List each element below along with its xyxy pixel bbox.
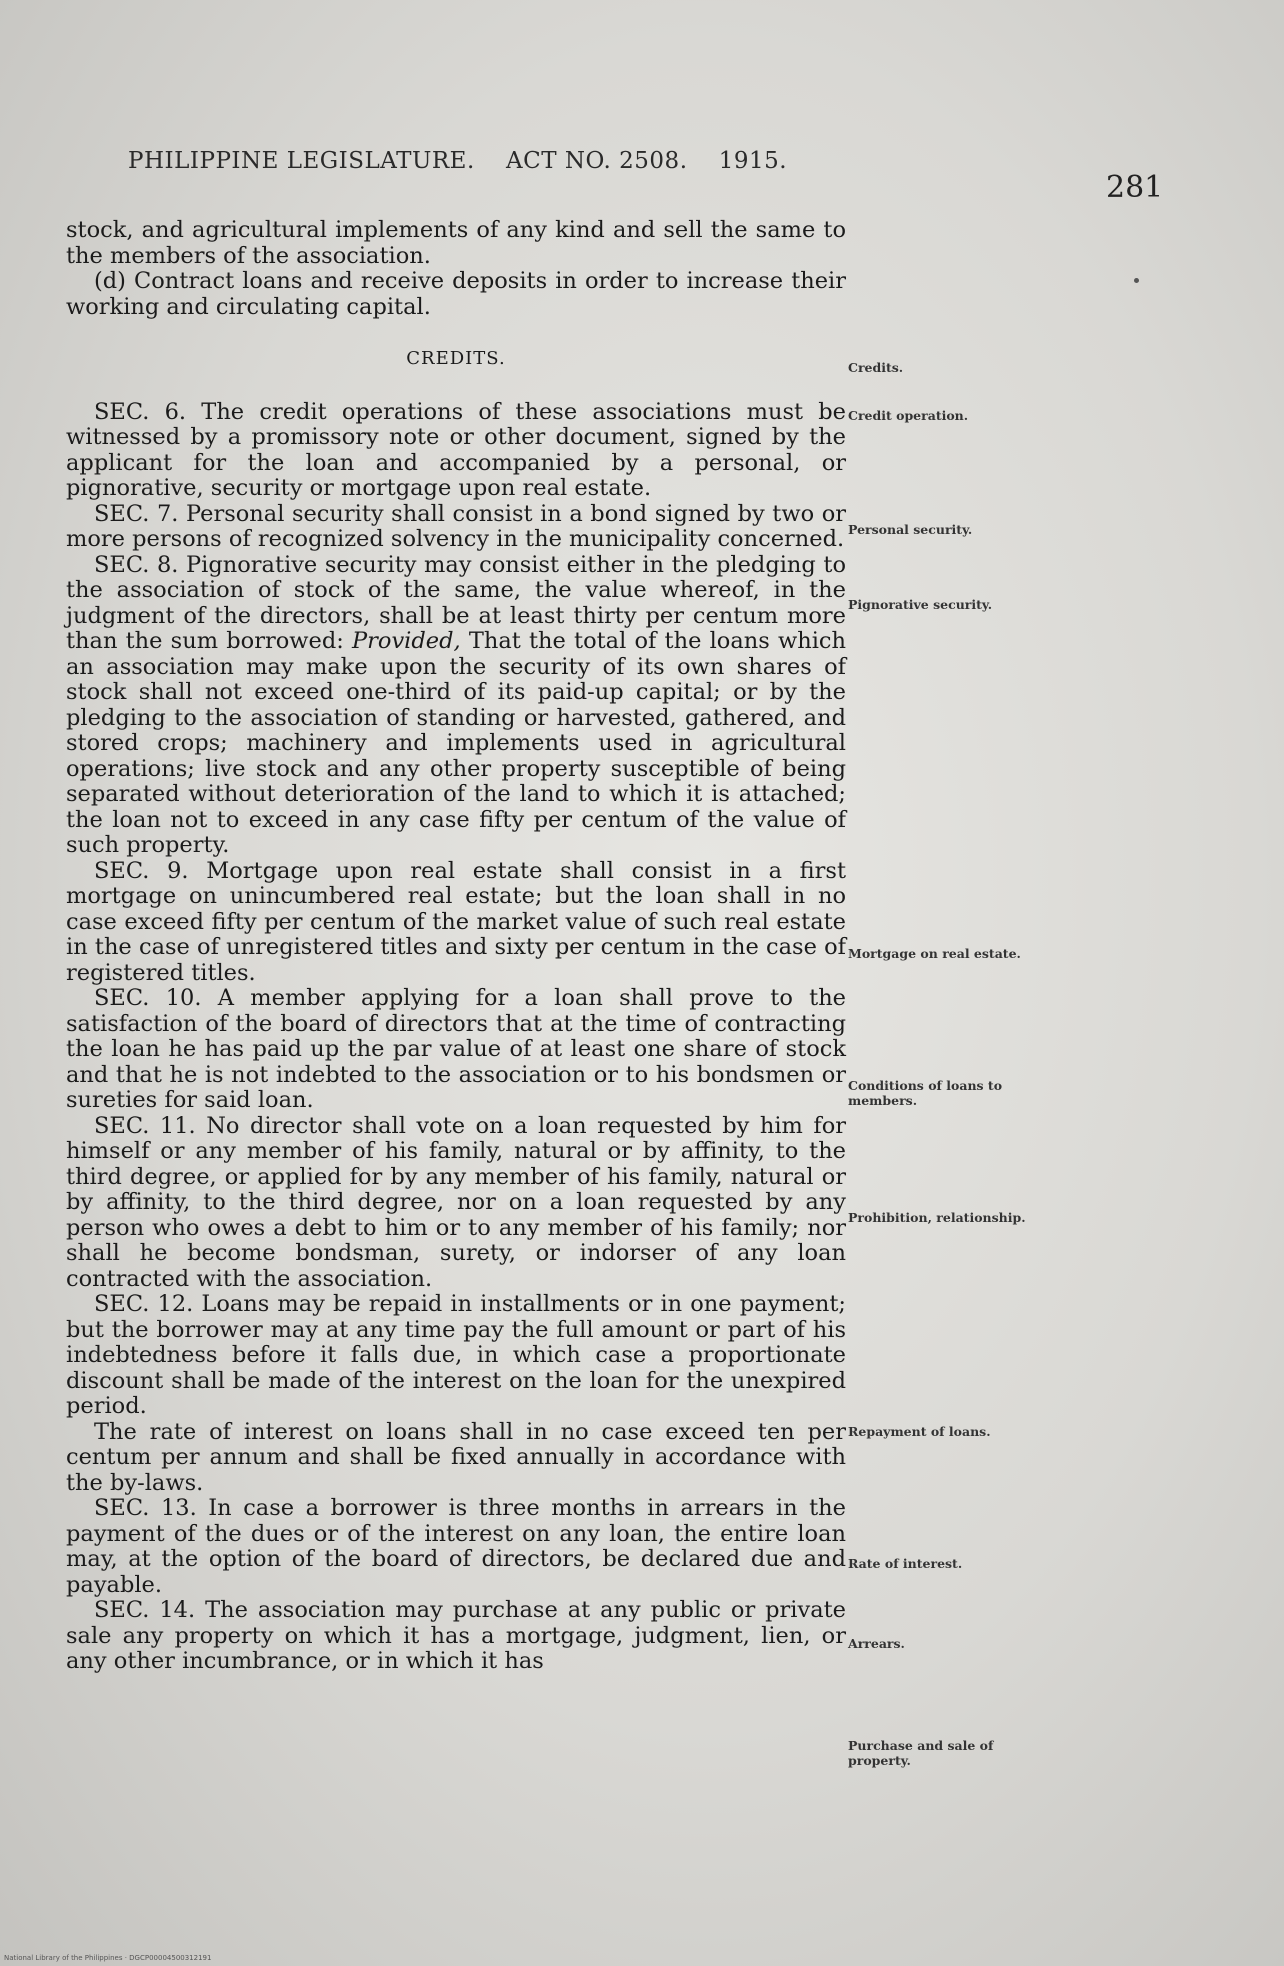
section-10 <box>66 986 846 1114</box>
section-text: Loans may be repaid in installments or in one payment; but the borrower may at any time pay the full amount or part of his indebtedness before it falls due, in which case a proportionate discount shall be made of the interest on the loan for the unexpired period. <box>66 1291 847 1419</box>
section-text: The rate of interest on loans shall in no case exceed ten per centum per annum and shall be fixed annually in accordance with the by-laws. <box>66 1418 846 1496</box>
section-13 <box>66 1496 846 1598</box>
page-number: 281 <box>1106 170 1164 205</box>
section-label: SEC. 14. <box>94 1597 196 1623</box>
header-act: ACT NO. 2508. <box>506 148 688 174</box>
section-text: A member applying for a loan shall prove to the satisfaction of the board of directors that at the time of contracting the loan he has paid up the par value of at least one share of stock and that he is not indebted to the association or to his bondsmen or sureties for said loan. <box>66 985 846 1113</box>
margin-note: Prohibition, relationship. <box>848 1210 1026 1225</box>
section-11 <box>66 1114 846 1293</box>
section-text: No director shall vote on a loan requested by him for himself or any member of his family, natural or by affinity, to the third degree, or applied for by any member of his family, natural or by affinity, to the third degree, nor on a loan requested by any person who owes a debt to him or to any member of his family; nor shall he become bondsman, surety, or indorser of any loan contracted with the association. <box>66 1112 847 1292</box>
body-text <box>66 218 846 1675</box>
section-12 <box>66 1292 846 1420</box>
margin-note: Credit operation. <box>848 408 969 423</box>
section-label: SEC. 9. <box>94 857 189 884</box>
section-text: In case a borrower is three months in arrears in the payment of the dues or of the interest on any loan, the entire loan may, at the option of the board of directors, be declared due and payable. <box>66 1495 846 1598</box>
paragraph: (d) Contract loans and receive deposits in order to increase their working and circulating capital. <box>66 268 846 320</box>
section-label: SEC. 6. <box>94 398 187 425</box>
section-label: SEC. 13. <box>94 1495 197 1521</box>
section-label: SEC. 10. <box>94 985 202 1011</box>
section-text: Mortgage upon real estate shall consist in a first mortgage on unincumbered real estate; but the loan shall in no case exceed fifty per centum of the market value of such real estate in the case of unregistered titles and sixty per centum in the case of registered titles. <box>66 857 846 986</box>
section-7 <box>66 502 846 553</box>
section-label: SEC. 11. <box>94 1112 196 1139</box>
margin-note: Pignorative security. <box>848 597 993 612</box>
section-text: The association may purchase at any public or private sale any property on which it has a mortgage, judgment, lien, or any other incumbrance, or in which it has <box>66 1597 846 1674</box>
section-9 <box>66 859 846 987</box>
margin-note: Credits. <box>848 360 904 375</box>
section-label: SEC. 7. <box>94 500 179 527</box>
archive-stamp: National Library of the Philippines · DGCP00004500312191 <box>4 1954 212 1962</box>
paragraph: stock, and agricultural implements of any kind and sell the same to the members of the association. <box>66 217 846 269</box>
section-text: The credit operations of these associations must be witnessed by a promissory note or other document, signed by the applicant for the loan and accompanied by a personal, or pignorative, security or mortgage upon real estate. <box>66 398 846 501</box>
margin-note: Personal security. <box>848 522 973 537</box>
section-6 <box>66 400 846 502</box>
header-title: PHILIPPINE LEGISLATURE. <box>128 148 475 174</box>
section-italic: Provided, <box>352 628 461 654</box>
paragraph-rate-of-interest <box>66 1420 846 1497</box>
section-14 <box>66 1598 846 1675</box>
section-label: SEC. 12. <box>94 1291 194 1317</box>
margin-note: Arrears. <box>848 1636 905 1651</box>
section-label: SEC. 8. <box>94 551 179 578</box>
section-text: Pignorative security may consist either in the pledging to the association of stock of the same, the value whereof, in the judgment of the directors, shall be at least thirty per centum more than the sum borrowed: <box>66 551 846 654</box>
margin-note: Conditions of loans to members. <box>848 1078 1003 1108</box>
margin-note: Purchase and sale of property. <box>848 1738 994 1768</box>
margin-note: Repayment of loans. <box>848 1424 991 1439</box>
margin-note: Mortgage on real estate. <box>848 946 1021 961</box>
section-8 <box>66 553 846 859</box>
running-header <box>128 148 787 174</box>
margin-note: Rate of interest. <box>848 1556 963 1571</box>
section-heading: CREDITS. <box>406 348 506 369</box>
section-text-continued: That the total of the loans which an association may make upon the security of its own shares of stock shall not exceed one-third of its paid-up capital; or by the pledging to the association of standing or harvested, gathered, and stored crops; machinery and implements used in agricultural operations; live stock and any other property susceptible of being separated without deterioration of the land to which it is attached; the loan not to exceed in any case fifty per centum of the value of such property. <box>66 628 847 858</box>
header-year: 1915. <box>718 148 788 174</box>
stray-mark <box>1134 278 1139 283</box>
section-text: Personal security shall consist in a bond signed by two or more persons of recognized solvency in the municipality concerned. <box>66 500 846 552</box>
